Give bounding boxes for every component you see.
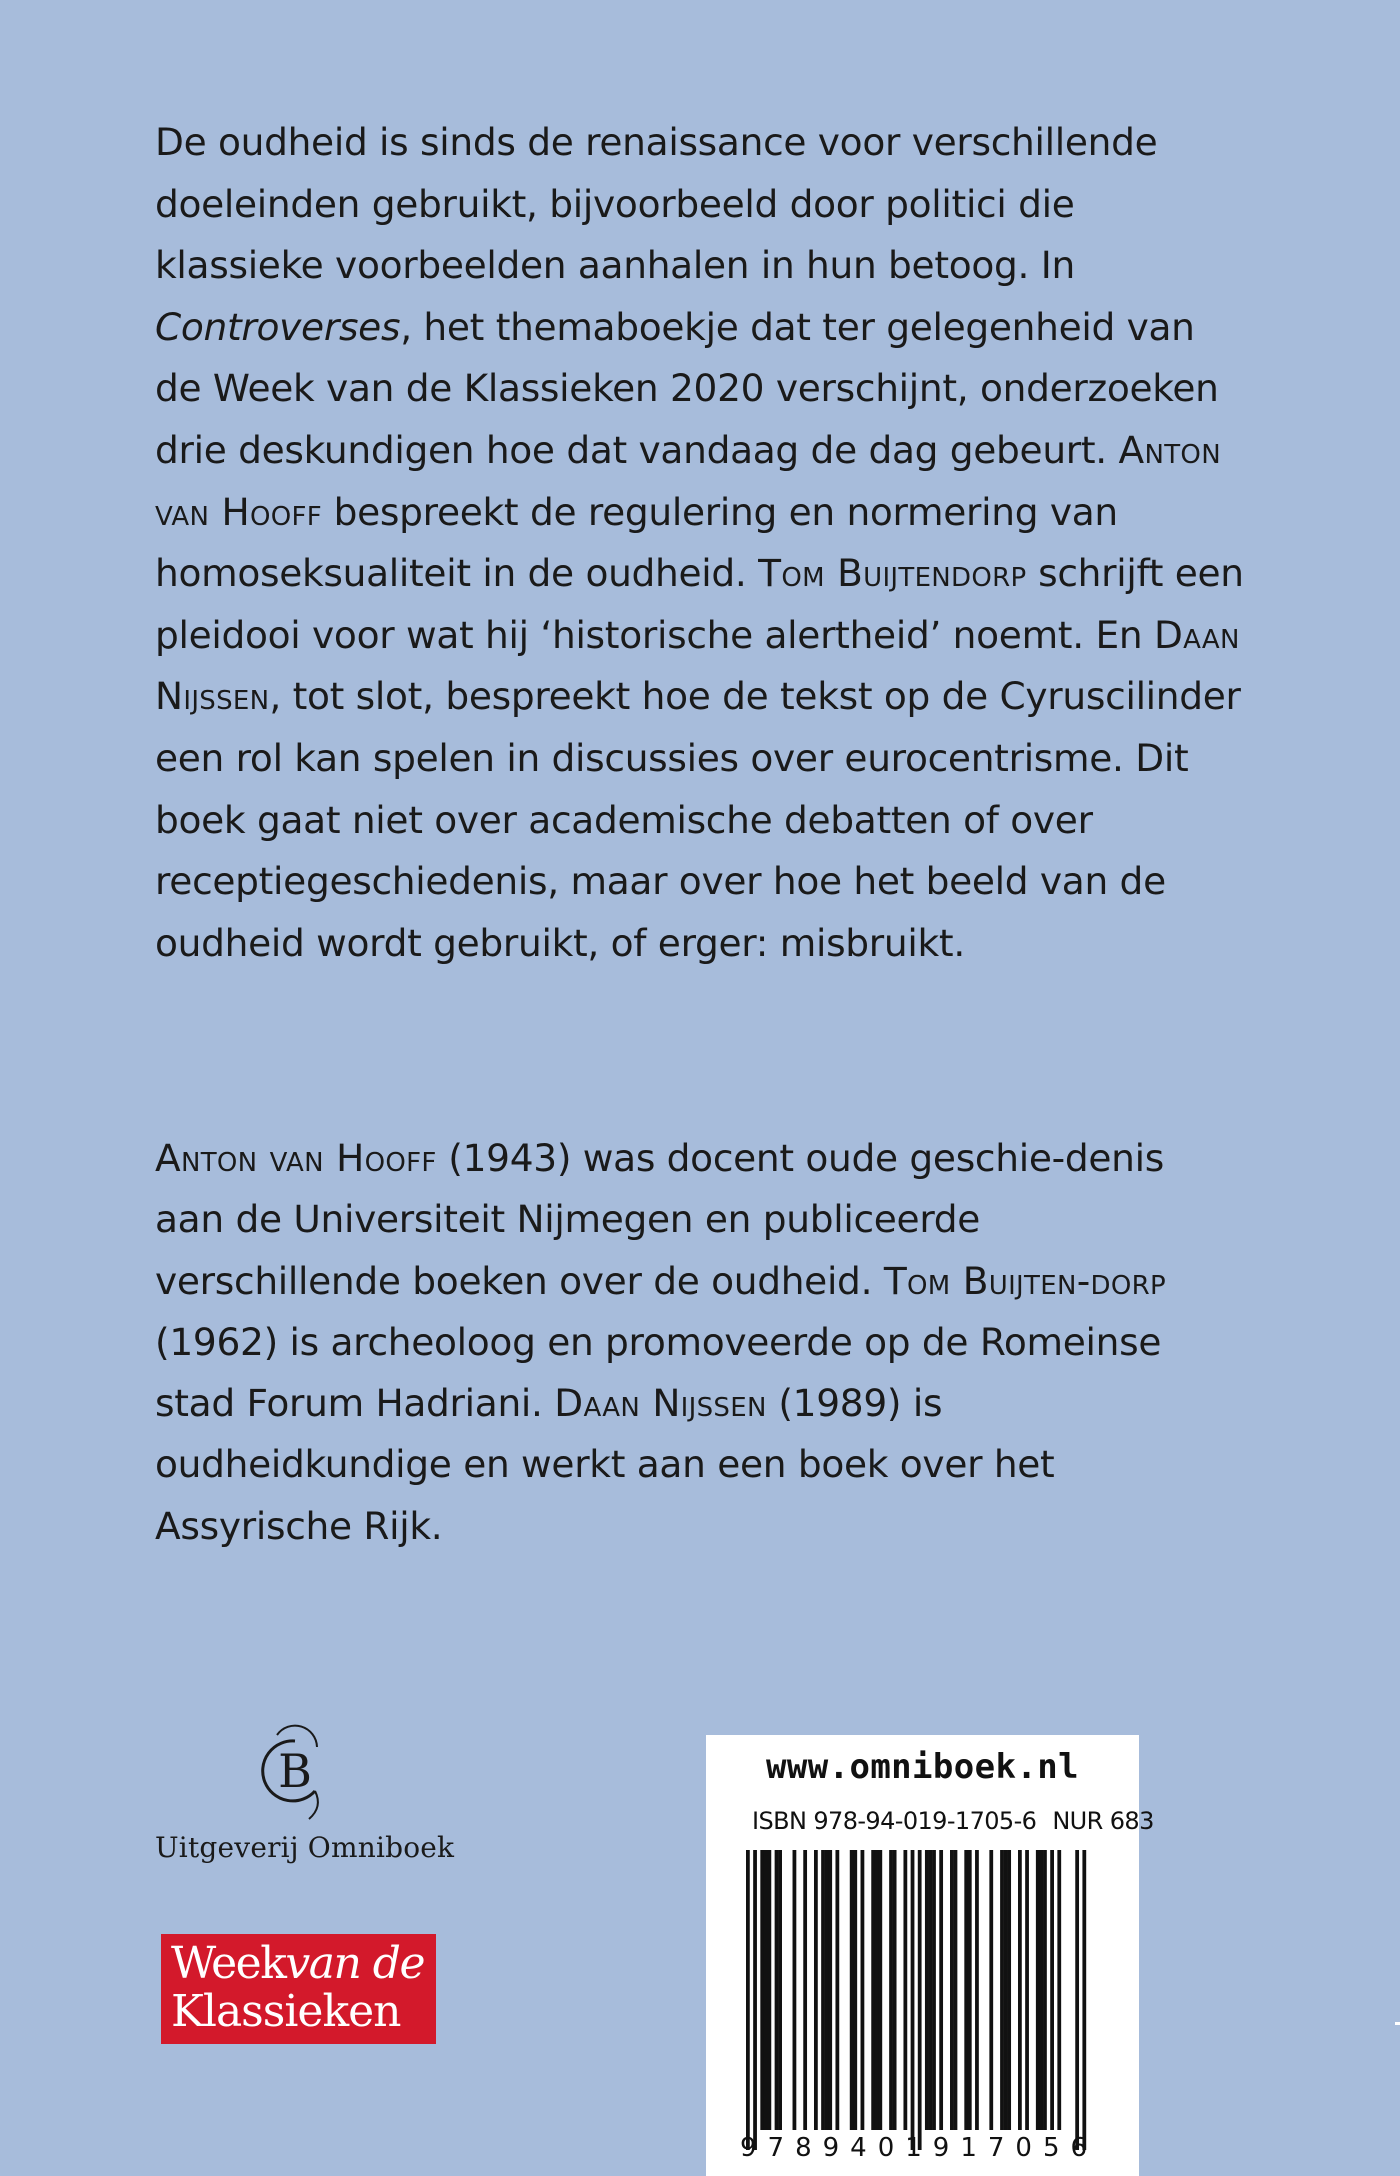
- omniboek-b-icon: [255, 1729, 335, 1825]
- barcode-bar: [1050, 1850, 1054, 2130]
- barcode-bar: [825, 1850, 829, 2130]
- barcode-bar: [871, 1850, 875, 2130]
- barcode-bar: [1004, 1850, 1008, 2130]
- barcode-bar: [1075, 1850, 1079, 2150]
- barcode-bar: [964, 1850, 968, 2130]
- barcode-bar: [746, 1850, 750, 2150]
- barcode-bar: [889, 1850, 893, 2130]
- barcode-bar: [1036, 1850, 1040, 2130]
- barcode-bar: [828, 1850, 832, 2130]
- publisher-url: www.omniboek.nl: [765, 1747, 1080, 1787]
- author-name: Anton van Hooff: [155, 427, 1221, 534]
- barcode-bar: [903, 1850, 907, 2130]
- edge-mark: [1395, 2022, 1400, 2025]
- barcode-bar: [911, 1850, 915, 2150]
- barcode-bar: [918, 1850, 922, 2150]
- barcode-bar: [767, 1850, 771, 2130]
- publisher-logo: [155, 1725, 455, 1870]
- barcode-bar: [793, 1850, 797, 2130]
- barcode-bar: [878, 1850, 882, 2130]
- barcode-bar: [760, 1850, 764, 2130]
- author-name: Tom Buijten-dorp: [883, 1258, 1166, 1303]
- barcode-bar: [1018, 1850, 1022, 2130]
- barcode-bar: [861, 1850, 865, 2130]
- barcode-bar: [803, 1850, 807, 2130]
- barcode-bar: [753, 1850, 757, 2150]
- barcode-bar: [1039, 1850, 1043, 2130]
- isbn-number: ISBN 978-94-019-1705-6: [752, 1807, 1037, 1835]
- barcode-bar: [1057, 1850, 1061, 2130]
- barcode: [746, 1850, 1086, 2150]
- barcode-bar: [875, 1850, 879, 2130]
- nur-code: NUR 683: [1052, 1807, 1154, 1835]
- barcode-bar: [1082, 1850, 1086, 2150]
- author-bios: Anton van Hooff (1943) was docent oude geschie-denis aan de Universiteit Nijmegen en publiceerde verschillende boeken over de oudheid. Tom Buijten-dorp (1962) is archeoloog en promoveerde op de Romeinse stad Forum Hadriani. Daan Nijssen (1989) is oudheidkundige en werkt aan een boek over het Assyrische Rijk.: [155, 1136, 1166, 1548]
- barcode-bar: [968, 1850, 972, 2130]
- barcode-bar: [929, 1850, 933, 2130]
- barcode-bar: [893, 1850, 897, 2130]
- barcode-bar: [821, 1850, 825, 2130]
- author-name: Anton van Hooff: [155, 1136, 437, 1180]
- barcode-bar: [835, 1850, 839, 2130]
- publisher-name: Uitgeverij Omniboek: [155, 1831, 455, 1864]
- author-name: Daan Nijssen: [155, 612, 1240, 719]
- author-name: Daan Nijssen: [554, 1381, 767, 1426]
- week-van-de-klassieken-logo: Weekvan de Klassieken: [161, 1934, 436, 2044]
- book-title: Controverses: [155, 304, 401, 349]
- barcode-bar: [1043, 1850, 1047, 2130]
- barcode-bar: [950, 1850, 954, 2130]
- barcode-bar: [764, 1850, 768, 2130]
- barcode-bar: [850, 1850, 854, 2130]
- barcode-bar: [975, 1850, 979, 2130]
- barcode-bar: [925, 1850, 929, 2130]
- barcode-bar: [1000, 1850, 1004, 2130]
- barcode-bar: [778, 1850, 782, 2130]
- barcode-bar: [939, 1850, 943, 2130]
- barcode-bar: [1007, 1850, 1011, 2130]
- barcode-bar: [1025, 1850, 1029, 2130]
- barcode-bar: [814, 1850, 818, 2130]
- author-name: Tom Buijtendorp: [758, 551, 1027, 596]
- isbn-line: [752, 1807, 1154, 1835]
- barcode-label: [706, 1735, 1154, 2176]
- svg-text:B: B: [278, 1744, 312, 1798]
- barcode-bar: [853, 1850, 857, 2130]
- barcode-bar: [775, 1850, 779, 2130]
- barcode-bar: [989, 1850, 993, 2130]
- barcode-bar: [954, 1850, 958, 2130]
- barcode-digits: 9789401917056: [740, 2133, 1099, 2163]
- blurb-paragraph: De oudheid is sinds de renaissance voor verschillende doeleinden gebruikt, bijvoorbeeld door politici die klassieke voorbeelden aanhalen in hun betoog. In Controverses, het themaboekje dat ter gelegenheid van de Week van de Klassieken 2020 verschijnt, onderzoeken drie deskundigen hoe dat vandaag de dag gebeurt. Anton van Hooff bespreekt de regulering en normering van homoseksualiteit in de oudheid. Tom Buijtendorp schrijft een pleidooi voor wat hij ‘historische alertheid’ noemt. En Daan Nijssen, tot slot, bespreekt hoe de tekst op de Cyruscilinder een rol kan spelen in discussies over eurocentrisme. Dit boek gaat niet over academische debatten of over receptiegeschiedenis, maar over hoe het beeld van de oudheid wordt gebruikt, of erger: misbruikt.: [155, 120, 1244, 965]
- barcode-bar: [932, 1850, 936, 2130]
